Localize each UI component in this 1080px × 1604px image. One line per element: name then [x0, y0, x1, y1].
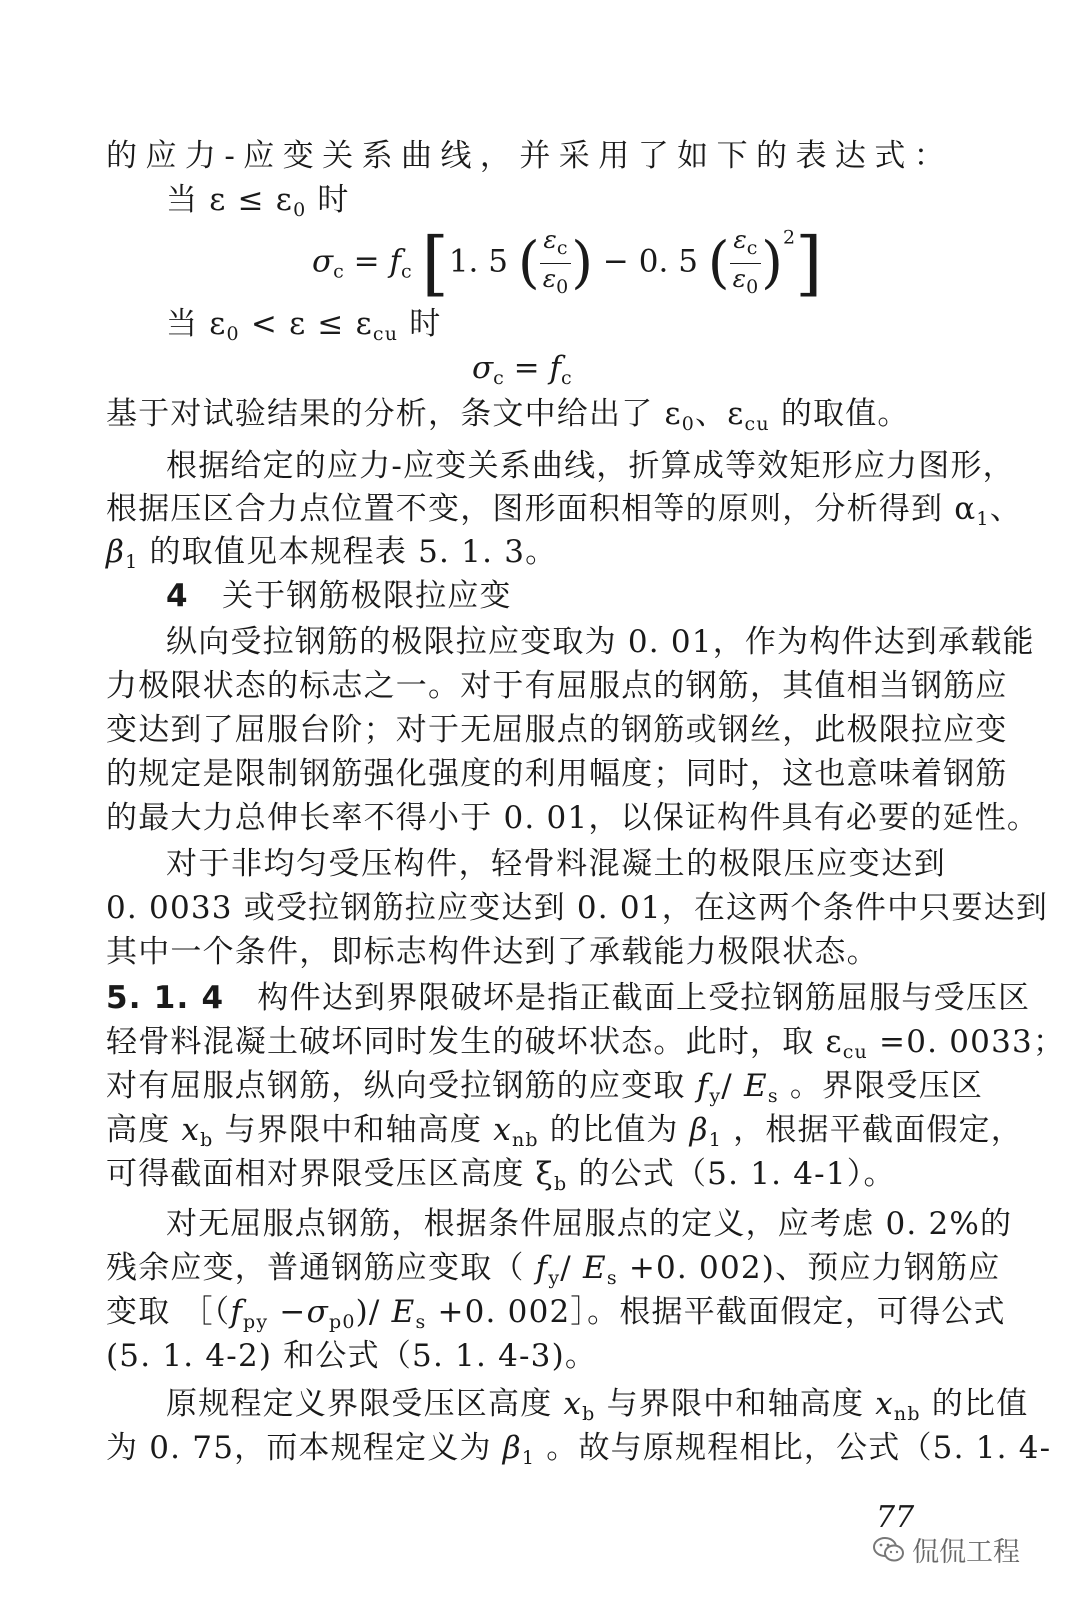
- text: 原规程定义界限受压区高度: [166, 1386, 564, 1422]
- text-line: [106, 1334, 946, 1378]
- x: x: [875, 1386, 894, 1422]
- text: 的规定是限制钢筋强化强度的利用幅度；同时，这也意味着钢筋: [106, 756, 1008, 792]
- subscript: y: [709, 1085, 722, 1107]
- subscript: 0: [556, 275, 569, 298]
- heading-number: 4: [166, 578, 189, 614]
- text: 轻骨料混凝土破坏同时发生的破坏状态。此时，取 ε: [106, 1024, 843, 1060]
- text: 的公式（5. 1. 4-1）。: [567, 1156, 896, 1192]
- text-line: [106, 1426, 1052, 1480]
- f: f: [696, 1068, 710, 1104]
- text-line: [106, 134, 946, 178]
- subscript: cu: [372, 323, 399, 345]
- text-line: [166, 620, 1035, 664]
- numerator: ε: [733, 224, 747, 254]
- subscript: b: [553, 1173, 568, 1195]
- text: 的比值为: [538, 1112, 690, 1148]
- subscript: cu: [744, 413, 770, 435]
- beta: β: [106, 534, 126, 570]
- text-line: [106, 886, 1049, 930]
- text-line: [106, 708, 1008, 752]
- beta: β: [502, 1430, 522, 1466]
- right-bracket: ]: [795, 222, 823, 304]
- text-line: [106, 392, 946, 446]
- minus: −: [268, 1294, 307, 1330]
- text: 0. 0033 或受拉钢筋拉应变达到 0. 01，在这两个条件中只要达到: [106, 890, 1049, 926]
- subscript: c: [561, 367, 572, 389]
- subscript: nb: [511, 1129, 539, 1151]
- text-line: [106, 752, 1008, 796]
- slash: /: [560, 1250, 583, 1286]
- formula-stress-strain-1: [312, 222, 822, 304]
- section-heading: [166, 574, 946, 618]
- text: 当 ε: [166, 306, 227, 342]
- text: 变达到了屈服台阶；对于无屈服点的钢筋或钢丝，此极限拉应变: [106, 712, 1008, 748]
- text: 与界限中和轴高度: [595, 1386, 876, 1422]
- right-paren: ): [571, 230, 594, 296]
- text-line: [166, 444, 1015, 488]
- text: 时: [398, 306, 442, 342]
- clause-number: 5. 1. 4: [106, 980, 225, 1016]
- subscript: 1: [125, 551, 139, 573]
- subscript: b: [200, 1129, 214, 1151]
- text: 纵向受拉钢筋的极限拉应变取为 0. 01，作为构件达到承载能: [166, 624, 1035, 660]
- text: (5. 1. 4-2) 和公式（5. 1. 4-3)。: [106, 1338, 598, 1374]
- slash: /: [721, 1068, 744, 1104]
- beta: β: [689, 1112, 709, 1148]
- condition-line: [166, 302, 946, 356]
- text: 可得截面相对界限受压区高度 ξ: [106, 1156, 554, 1192]
- sigma: σ: [312, 243, 334, 280]
- text: 的取值。: [769, 396, 910, 432]
- subscript: b: [582, 1403, 596, 1425]
- subscript: py: [243, 1311, 269, 1333]
- text-line: [106, 796, 1040, 840]
- subscript: cu: [842, 1041, 868, 1063]
- text: +0. 002］。根据平截面假定，可得公式: [426, 1294, 1006, 1330]
- text: 的应力-应变关系曲线，并采用了如下的表达式：: [106, 138, 946, 174]
- f: f: [535, 1250, 549, 1286]
- sigma: σ: [306, 1294, 329, 1330]
- text: 构件达到界限破坏是指正截面上受拉钢筋屈服与受压区: [257, 980, 1031, 1016]
- text: 、ε: [695, 396, 745, 432]
- equals: =: [343, 243, 390, 280]
- clause-heading: [106, 976, 1031, 1020]
- text: 与界限中和轴高度: [213, 1112, 494, 1148]
- text: 。界限受压区: [778, 1068, 984, 1104]
- text: 其中一个条件，即标志构件达到了承载能力极限状态。: [106, 934, 879, 970]
- text: ，根据平截面假定，: [722, 1112, 1023, 1148]
- f: f: [389, 243, 401, 280]
- subscript: 0: [293, 199, 307, 221]
- sigma: σ: [472, 350, 494, 386]
- f: f: [230, 1294, 244, 1330]
- text: 的最大力总伸长率不得小于 0. 01，以保证构件具有必要的延性。: [106, 800, 1040, 836]
- text-line: [166, 842, 946, 886]
- left-bracket: [: [421, 222, 449, 304]
- x: x: [493, 1112, 512, 1148]
- denominator: ε: [542, 263, 557, 293]
- subscript: c: [401, 260, 412, 283]
- text: 、: [989, 491, 1022, 527]
- coefficient: 1. 5: [448, 243, 518, 280]
- x: x: [181, 1112, 201, 1148]
- subscript: c: [333, 260, 344, 283]
- subscript: p0: [328, 1311, 356, 1333]
- f: f: [549, 350, 561, 386]
- subscript: c: [493, 367, 504, 389]
- watermark-text: 侃侃工程: [912, 1537, 1020, 1568]
- E: E: [743, 1068, 768, 1104]
- left-paren: (: [707, 230, 730, 296]
- E: E: [582, 1250, 607, 1286]
- text-line: [106, 1152, 946, 1206]
- text: 为 0. 75，而本规程定义为: [106, 1430, 503, 1466]
- text: < ε ≤ ε: [239, 306, 373, 342]
- text: )/: [355, 1294, 392, 1330]
- denominator: ε: [732, 263, 747, 293]
- text: 根据给定的应力-应变关系曲线，折算成等效矩形应力图形，: [166, 448, 1015, 484]
- text: 对于非均匀受压构件，轻骨料混凝土的极限压应变达到: [166, 846, 946, 882]
- text-line: [106, 664, 1008, 708]
- fraction: [730, 225, 762, 302]
- subscript: c: [556, 236, 568, 259]
- subscript: s: [415, 1311, 427, 1333]
- subscript: 1: [976, 508, 990, 530]
- subscript: y: [548, 1267, 561, 1289]
- E: E: [391, 1294, 416, 1330]
- text: 的比值: [920, 1386, 1029, 1422]
- text: 基于对试验结果的分析，条文中给出了 ε: [106, 396, 682, 432]
- watermark: [872, 1530, 1020, 1569]
- text: +0. 002)、预应力钢筋应: [617, 1250, 1001, 1286]
- text: 对无屈服点钢筋，根据条件屈服点的定义，应考虑 0. 2%的: [166, 1206, 1013, 1242]
- wechat-icon: [872, 1535, 906, 1565]
- minus-term: − 0. 5: [593, 243, 708, 280]
- text: 当 ε ≤ ε: [166, 182, 294, 218]
- subscript: c: [746, 236, 758, 259]
- subscript: 1: [521, 1447, 536, 1469]
- text: 时: [306, 182, 350, 218]
- formula-stress-strain-2: [472, 350, 572, 389]
- subscript: s: [606, 1267, 618, 1289]
- text: 的取值见本规程表 5. 1. 3。: [138, 534, 558, 570]
- fraction: [540, 225, 572, 302]
- text: 残余应变，普通钢筋应变取（: [106, 1250, 536, 1286]
- right-paren: ): [761, 230, 784, 296]
- text: 变取 ［（: [106, 1294, 231, 1330]
- page-number: 77: [876, 1500, 915, 1535]
- text: =0. 0033；: [868, 1024, 1066, 1060]
- text: 对有屈服点钢筋，纵向受拉钢筋的应变取: [106, 1068, 697, 1104]
- subscript: nb: [893, 1403, 921, 1425]
- subscript: 0: [681, 413, 696, 435]
- text-line: [106, 930, 946, 974]
- x: x: [563, 1386, 583, 1422]
- subscript: 0: [226, 323, 240, 345]
- exponent: 2: [783, 226, 796, 249]
- text: 力极限状态的标志之一。对于有屈服点的钢筋，其值相当钢筋应: [106, 668, 1008, 704]
- subscript: 0: [746, 275, 759, 298]
- text-line: [166, 1202, 1013, 1246]
- heading-text: 关于钢筋极限拉应变: [221, 578, 512, 614]
- equals: =: [503, 350, 550, 386]
- text: 高度: [106, 1112, 182, 1148]
- subscript: 1: [708, 1129, 723, 1151]
- subscript: s: [767, 1085, 779, 1107]
- text: 。故与原规程相比，公式（5. 1. 4-: [535, 1430, 1052, 1466]
- left-paren: (: [517, 230, 540, 296]
- text: 根据压区合力点位置不变，图形面积相等的原则，分析得到 α: [106, 491, 977, 527]
- numerator: ε: [543, 224, 557, 254]
